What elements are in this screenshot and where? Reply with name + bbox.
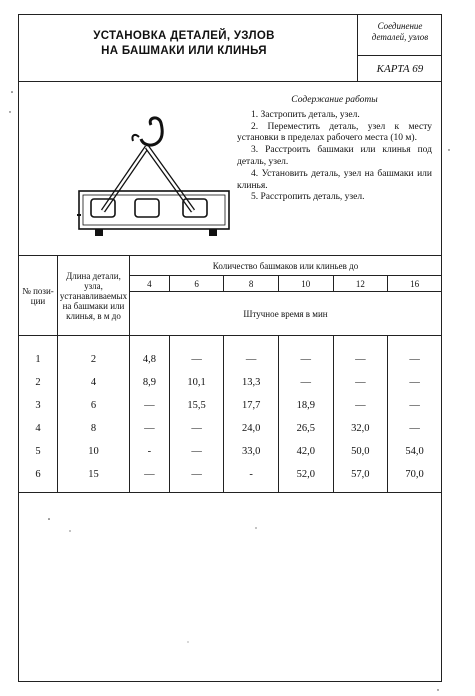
cell-time: 32,0 xyxy=(333,417,388,440)
header-count-value: 8 xyxy=(224,276,279,292)
cell-length: 8 xyxy=(58,417,130,440)
table-row xyxy=(19,417,441,440)
table-row xyxy=(19,463,441,493)
table-row xyxy=(19,336,441,372)
cell-position: 5 xyxy=(35,446,41,457)
cell-time: — xyxy=(388,417,441,440)
sling-ropes xyxy=(103,147,193,211)
cell-time: — xyxy=(224,336,279,372)
title-line-2: НА БАШМАКИ ИЛИ КЛИНЬЯ xyxy=(101,45,267,57)
cell-length: 6 xyxy=(58,394,130,417)
header-position: № пози-ции xyxy=(19,256,58,336)
header-count: Количество башмаков или клиньев до xyxy=(130,256,442,276)
table-row xyxy=(19,394,441,417)
cell-time: 4,8 xyxy=(130,336,170,372)
cell-time: - xyxy=(224,463,279,493)
card-number: КАРТА 69 xyxy=(358,55,442,82)
category-label xyxy=(358,21,442,43)
cell-time: - xyxy=(130,440,170,463)
cell-time: — xyxy=(388,394,441,417)
cell-position: 1 xyxy=(35,354,41,365)
cell-time: — xyxy=(333,394,388,417)
category-line-2: деталей, узлов xyxy=(371,32,429,42)
table-row xyxy=(19,371,441,394)
cell-position: 3 xyxy=(35,400,41,411)
cell-time: 24,0 xyxy=(224,417,279,440)
work-step: 4. Установить деталь, узел на башмаки или клинья. xyxy=(237,168,432,191)
cell-time: — xyxy=(278,371,333,394)
cell-time: — xyxy=(130,394,170,417)
cell-time: — xyxy=(333,371,388,394)
cell-time: 57,0 xyxy=(333,463,388,493)
header-count-value: 16 xyxy=(388,276,441,292)
work-content xyxy=(237,95,432,204)
cell-time: 15,5 xyxy=(169,394,224,417)
header-count-value: 6 xyxy=(169,276,224,292)
cell-time: — xyxy=(169,440,224,463)
cell-time: — xyxy=(169,463,224,493)
cell-time: — xyxy=(278,336,333,372)
card-header xyxy=(19,15,441,82)
header-count-value: 4 xyxy=(130,276,170,292)
cell-time: 33,0 xyxy=(224,440,279,463)
work-heading: Содержание работы xyxy=(291,95,378,105)
hook-icon xyxy=(141,118,162,145)
header-count-value: 12 xyxy=(333,276,388,292)
cell-time: 18,9 xyxy=(278,394,333,417)
header-length: Длина детали, узла, устанавливаемых на башмаки или клинья, в м до xyxy=(58,256,130,336)
cell-time: 50,0 xyxy=(333,440,388,463)
cell-time: 10,1 xyxy=(169,371,224,394)
cell-time: 8,9 xyxy=(130,371,170,394)
cell-length: 15 xyxy=(58,463,130,493)
cell-time: — xyxy=(169,417,224,440)
wedge-icons xyxy=(95,229,217,236)
cell-time: 52,0 xyxy=(278,463,333,493)
cell-length: 4 xyxy=(58,371,130,394)
card-title xyxy=(19,29,349,59)
cell-time: — xyxy=(388,336,441,372)
cell-time: 17,7 xyxy=(224,394,279,417)
cell-time: 70,0 xyxy=(388,463,441,493)
header-count-value: 10 xyxy=(278,276,333,292)
cell-time: 13,3 xyxy=(224,371,279,394)
detail-block xyxy=(79,191,229,229)
cell-position: 6 xyxy=(19,463,58,493)
cell-time: — xyxy=(388,371,441,394)
category-line-1: Соединение xyxy=(377,21,423,31)
card-frame xyxy=(18,14,442,682)
cell-position: 4 xyxy=(35,423,41,434)
cell-length: 2 xyxy=(58,336,130,372)
cell-time: 42,0 xyxy=(278,440,333,463)
cell-time: — xyxy=(333,336,388,372)
work-step: 2. Переместить деталь, узел к месту установки в пределах рабочего места (10 м). xyxy=(237,121,432,144)
cell-time: 26,5 xyxy=(278,417,333,440)
work-step: 1. Застропить деталь, узел. xyxy=(251,109,360,120)
slinging-illustration xyxy=(59,115,239,240)
header-unit: Штучное время в мин xyxy=(130,292,442,336)
title-line-1: УСТАНОВКА ДЕТАЛЕЙ, УЗЛОВ xyxy=(93,30,275,42)
work-step: 3. Расстроить башмаки или клинья под деталь, узел. xyxy=(237,145,432,167)
cell-time: — xyxy=(130,417,170,440)
table-row xyxy=(19,440,441,463)
work-step: 5. Расстропить деталь, узел. xyxy=(251,192,365,203)
norms-table xyxy=(19,255,441,493)
cell-time: 54,0 xyxy=(388,440,441,463)
cell-time: — xyxy=(169,336,224,372)
header-meta xyxy=(357,15,442,81)
cell-position: 2 xyxy=(35,377,41,388)
cell-length: 10 xyxy=(58,440,130,463)
cell-time: — xyxy=(130,463,170,493)
